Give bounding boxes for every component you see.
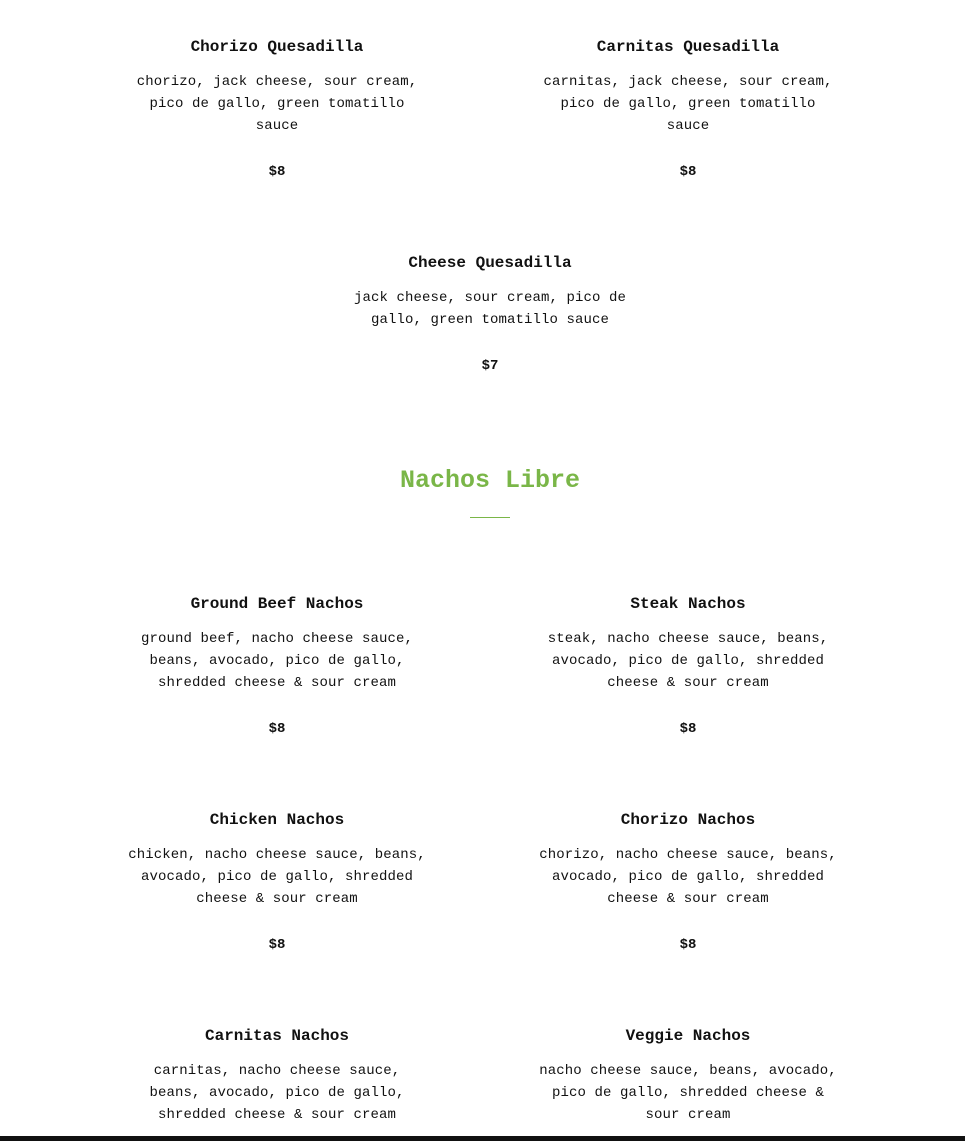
menu-item-name: Cheese Quesadilla: [408, 254, 572, 272]
menu-item-chicken-nachos: [117, 810, 437, 960]
menu-item-description: [117, 71, 437, 137]
menu-item-ground-beef-nachos: [117, 594, 437, 744]
menu-item-description: [117, 1060, 437, 1126]
menu-item-description: [117, 844, 437, 910]
description-line: pico de gallo, green tomatillo: [560, 96, 816, 112]
menu-item-carnitas-nachos: [117, 1026, 437, 1136]
menu-item-name: Chorizo Quesadilla: [190, 38, 364, 56]
description-line: avocado, pico de gallo, shredded: [140, 869, 414, 885]
description-line: jack cheese, sour cream, pico de: [353, 290, 627, 306]
menu-item-price: $8: [679, 937, 697, 953]
description-line: carnitas, jack cheese, sour cream,: [543, 74, 833, 90]
description-line: pico de gallo, green tomatillo: [149, 96, 405, 112]
bottom-bar: [0, 1136, 965, 1141]
menu-item-description: [528, 628, 848, 694]
menu-item-description: [330, 287, 650, 331]
description-line: chorizo, jack cheese, sour cream,: [136, 74, 418, 90]
menu-item-name: Ground Beef Nachos: [190, 595, 364, 613]
menu-item-chorizo-nachos: [528, 810, 848, 960]
menu-item-price: $7: [481, 358, 499, 374]
menu-item-carnitas-quesadilla: [528, 37, 848, 187]
description-line: gallo, green tomatillo sauce: [370, 312, 610, 328]
section-divider: [470, 517, 510, 518]
menu-item-price: $8: [268, 721, 286, 737]
description-line: chicken, nacho cheese sauce, beans,: [128, 847, 426, 863]
menu-item-cheese-quesadilla: [330, 253, 650, 383]
description-line: sauce: [666, 118, 710, 134]
description-line: ground beef, nacho cheese sauce,: [140, 631, 414, 647]
menu-item-name: Chorizo Nachos: [620, 811, 756, 829]
description-line: chorizo, nacho cheese sauce, beans,: [539, 847, 837, 863]
menu-item-chorizo-quesadilla: [117, 37, 437, 187]
description-line: cheese & sour cream: [607, 891, 769, 907]
description-line: shredded cheese & sour cream: [157, 675, 397, 691]
menu-item-description: [528, 71, 848, 137]
menu-item-description: [528, 1060, 848, 1126]
description-line: cheese & sour cream: [607, 675, 769, 691]
menu-item-price: $8: [268, 164, 286, 180]
description-line: avocado, pico de gallo, shredded: [551, 869, 825, 885]
menu-item-name: Carnitas Nachos: [204, 1027, 350, 1045]
menu-item-description: [117, 628, 437, 694]
description-line: carnitas, nacho cheese sauce,: [153, 1063, 401, 1079]
description-line: cheese & sour cream: [196, 891, 358, 907]
description-line: steak, nacho cheese sauce, beans,: [547, 631, 829, 647]
description-line: pico de gallo, shredded cheese &: [551, 1085, 825, 1101]
description-line: avocado, pico de gallo, shredded: [551, 653, 825, 669]
menu-item-name: Steak Nachos: [630, 595, 746, 613]
section-title-nachos: Nachos Libre: [399, 466, 581, 495]
menu-item-steak-nachos: [528, 594, 848, 744]
description-line: beans, avocado, pico de gallo,: [149, 653, 405, 669]
description-line: sour cream: [645, 1107, 731, 1123]
menu-item-veggie-nachos: [528, 1026, 848, 1136]
description-line: nacho cheese sauce, beans, avocado,: [539, 1063, 837, 1079]
menu-item-description: [528, 844, 848, 910]
description-line: beans, avocado, pico de gallo,: [149, 1085, 405, 1101]
description-line: shredded cheese & sour cream: [157, 1107, 397, 1123]
menu-item-price: $8: [679, 164, 697, 180]
menu-item-name: Veggie Nachos: [625, 1027, 751, 1045]
description-line: sauce: [255, 118, 299, 134]
menu-item-name: Carnitas Quesadilla: [596, 38, 780, 56]
menu-item-price: $8: [268, 937, 286, 953]
menu-item-name: Chicken Nachos: [209, 811, 345, 829]
menu-item-price: $8: [679, 721, 697, 737]
